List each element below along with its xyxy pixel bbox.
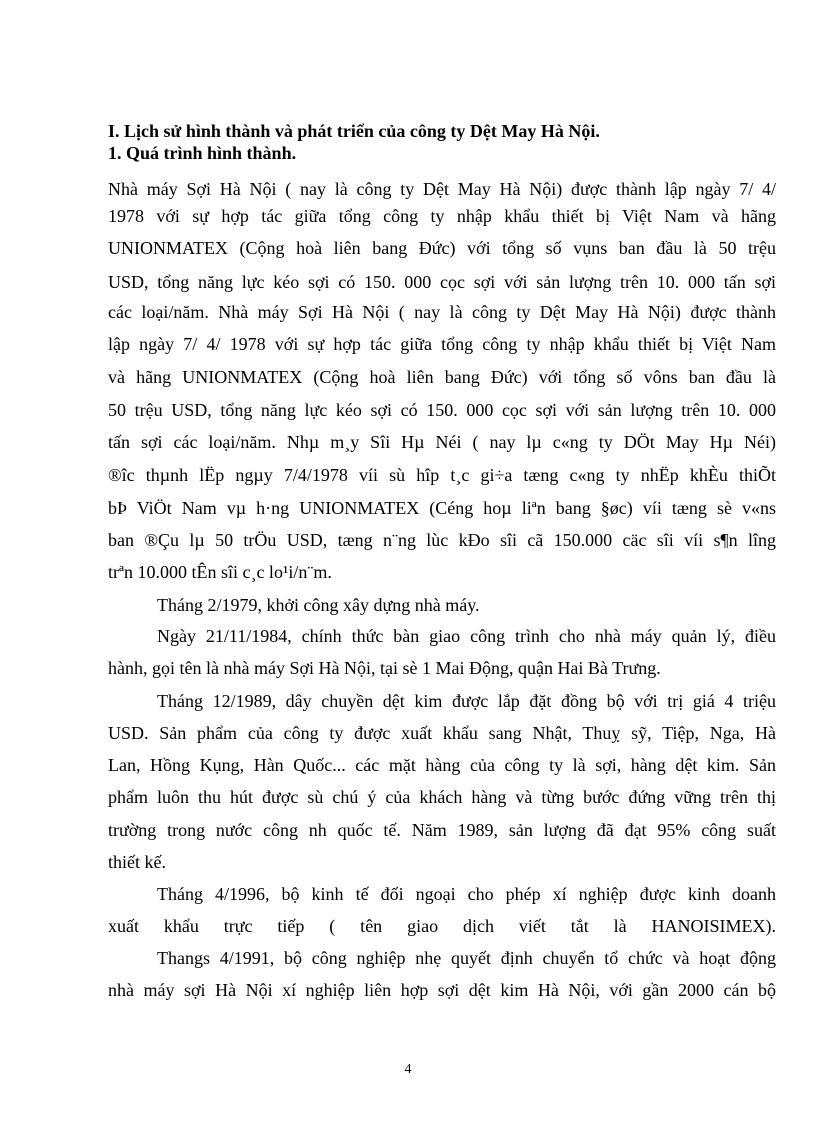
- paragraph-line: USD. Sản phẩm của công ty được xuất khẩu sang Nhật, Thuỵ sỹ, Tiệp, Nga, Hà: [108, 723, 776, 743]
- paragraph-line: nhà máy sợi Hà Nội xí nghiệp liên hợp sợi dệt kim Hà Nội, với gần 2000 cán bộ: [108, 980, 776, 1000]
- paragraph-line: Tháng 4/1996, bộ kinh tế đối ngoại cho phép xí nghiệp được kinh doanh: [157, 884, 776, 904]
- paragraph-line: ban ®Çu lµ 50 trÖu USD, tæng n¨ng lùc kÐo sîi cã 150.000 cäc sîi víi s¶n lîng: [108, 530, 776, 550]
- paragraph-line: phẩm luôn thu hút được sù chú ý của khách hàng và từng bước đứng vững trên thị: [108, 787, 776, 807]
- paragraph-line: Thangs 4/1991, bộ công nghiệp nhẹ quyết định chuyển tổ chức và hoạt động: [157, 948, 776, 968]
- paragraph-line: USD, tổng năng lực kéo sợi có 150. 000 cọc sợi với sản lượng trên 10. 000 tấn sợi: [108, 272, 776, 292]
- paragraph-line: Ngày 21/11/1984, chính thức bàn giao công trình cho nhà máy quản lý, điều: [157, 626, 776, 646]
- paragraph-line: 50 trệu USD, tổng năng lực kéo sợi có 150. 000 cọc sợi với sản lượng trên 10. 000: [108, 400, 776, 420]
- paragraph-line: Lan, Hồng Kụng, Hàn Quốc... các mặt hàng của công ty là sợi, hàng dệt kim. Sản: [108, 755, 776, 775]
- paragraph-line: Tháng 2/1979, khởi công xây dựng nhà máy.: [157, 595, 480, 615]
- paragraph-line: UNIONMATEX (Cộng hoà liên bang Đức) với tổng số vụns ban đầu là 50 trệu: [108, 238, 776, 258]
- paragraph-line: trªn 10.000 tÊn sîi c¸c lo¹i/n¨m.: [108, 562, 332, 582]
- section-heading: I. Lịch sử hình thành và phát triển của công ty Dệt May Hà Nội.: [108, 121, 600, 141]
- paragraph-line: tấn sợi các loại/năm. Nhµ m¸y Sîi Hµ Néi ( nay lµ c«ng ty DÖt May Hµ Néi): [108, 432, 776, 452]
- paragraph-line: ®îc thµnh lËp ngµy 7/4/1978 víi sù hîp t¸c gi÷a tæng c«ng ty nhËp khÈu thiÕt: [108, 465, 776, 485]
- paragraph-line: các loại/năm. Nhà máy Sợi Hà Nội ( nay là công ty Dệt May Hà Nội) được thành: [108, 302, 776, 322]
- page-number: 4: [404, 1062, 412, 1077]
- paragraph-line: và hãng UNIONMATEX (Cộng hoà liên bang Đức) với tổng số vôns ban đầu là: [108, 367, 776, 387]
- paragraph-line: xuất khẩu trực tiếp ( tên giao dịch viết tắt là HANOISIMEX).: [108, 916, 776, 936]
- paragraph-line: bÞ ViÖt Nam vµ h·ng UNIONMATEX (Céng hoµ liªn bang §øc) víi tæng sè v«ns: [108, 498, 776, 518]
- paragraph-line: thiết kế.: [108, 852, 166, 872]
- paragraph-line: hành, gọi tên là nhà máy Sợi Hà Nội, tại sè 1 Mai Động, quận Hai Bà Trưng.: [108, 658, 661, 678]
- paragraph-line: lập ngày 7/ 4/ 1978 với sự hợp tác giữa tổng công ty nhập khẩu thiết bị Việt Nam: [108, 334, 776, 354]
- paragraph-line: trường trong nước công nh quốc tế. Năm 1989, sản lượng đã đạt 95% công suất: [108, 820, 776, 840]
- paragraph-line: Tháng 12/1989, dây chuyền dệt kim được lắp đặt đồng bộ với trị giá 4 triệu: [157, 691, 776, 711]
- subsection-heading: 1. Quá trình hình thành.: [108, 143, 297, 163]
- paragraph-line: Nhà máy Sợi Hà Nội ( nay là công ty Dệt May Hà Nội) được thành lập ngày 7/ 4/: [108, 179, 776, 199]
- paragraph-line: 1978 với sự hợp tác giữa tổng công ty nhập khẩu thiết bị Việt Nam và hãng: [108, 206, 776, 226]
